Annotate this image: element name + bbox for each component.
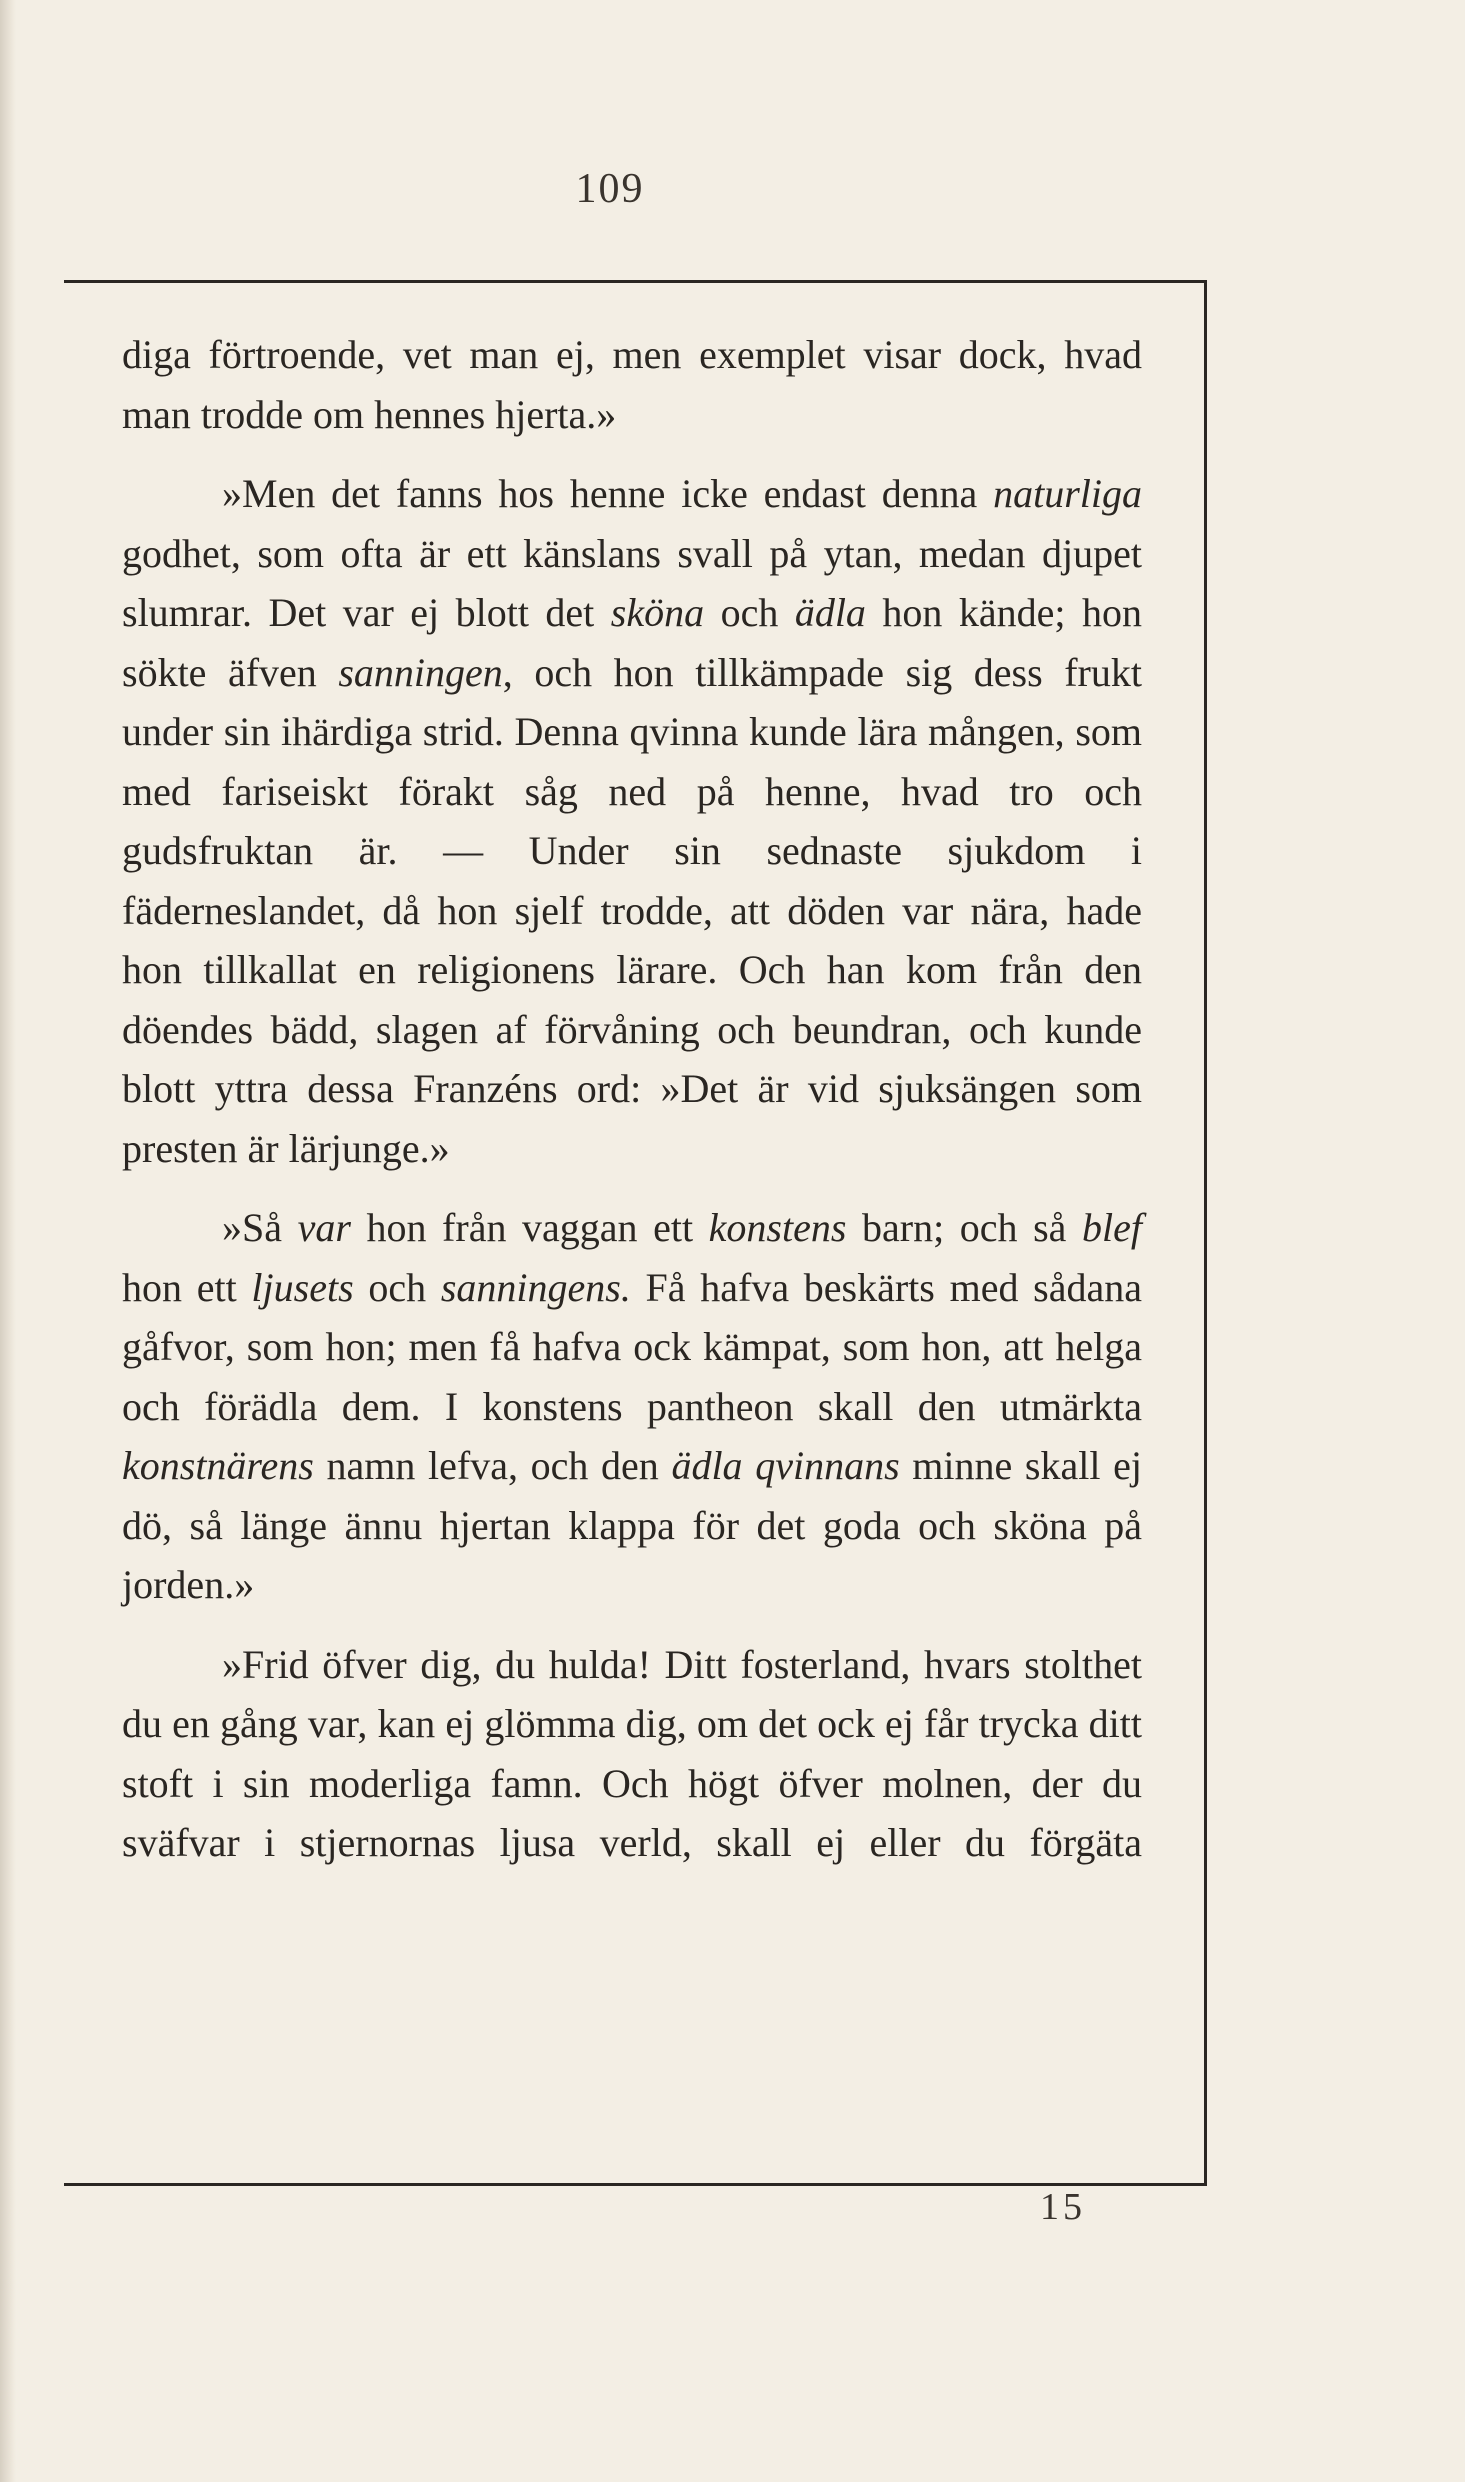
italic-text: ädla (794, 590, 866, 635)
italic-text: sköna (610, 590, 705, 635)
text-segment: namn lefva, och den (313, 1443, 672, 1488)
italic-text: naturliga (993, 471, 1142, 516)
text-segment: godhet, som ofta är ett känslans svall på ytan, medan djupet slumrar. Det var ej blott det (122, 530, 1142, 635)
text-segment: hon från vaggan ett (350, 1205, 709, 1250)
page-edge (0, 0, 16, 2482)
paragraph (122, 1635, 1142, 1873)
italic-text: konstens (708, 1205, 847, 1250)
text-segment: och (353, 1264, 441, 1310)
text-segment: »Men det fanns hos henne icke endast denna (222, 471, 994, 516)
italic-text: var (297, 1205, 351, 1250)
text-segment: hon kände; hon sökte äfven (122, 590, 1142, 695)
text-segment: »Så (222, 1205, 298, 1250)
paragraph (122, 464, 1142, 1178)
italic-text: ljusets (251, 1264, 354, 1310)
text-segment: hon ett (122, 1264, 252, 1310)
text-segment: Få hafva beskärts med sådana gåfvor, som hon; men få hafva ock kämpat, som hon, att helga och förädla dem. I konstens pantheon skall den utmärkta (122, 1264, 1142, 1429)
text-segment: barn; och så (846, 1205, 1083, 1250)
text-segment: , och hon tillkämpade sig dess frukt under sin ihärdiga strid. Denna qvinna kunde lära mången, som med fariseiskt förakt såg ned på henne, hvad tro och gudsfruktan är. — Under sin sednaste sjukdom i fäderneslandet, då hon sjelf trodde, att döden var nära, hade hon tillkallat en religionens lärare. Och han kom från den döendes bädd, slagen af förvåning och beundran, och kunde blott yttra dessa Franzéns ord: »Det är vid sjuksängen som presten är lärjunge.» (122, 649, 1142, 1171)
italic-text: sanningen (338, 649, 503, 695)
italic-text: blef (1082, 1205, 1142, 1250)
italic-text: konstnärens (122, 1443, 314, 1488)
text-segment: »Frid öfver dig, du hulda! Ditt fosterland, hvars stolthet du en gång var, kan ej glömma dig, om det ock ej får trycka ditt stoft i sin moderliga famn. Och högt öfver molnen, der du sväfvar i stjernornas ljusa verld, skall ej eller du förgäta (122, 1641, 1142, 1865)
text-segment: diga förtroende, vet man ej, men exemplet visar dock, hvad man trodde om hennes hjerta.» (122, 332, 1142, 437)
paragraph (122, 325, 1142, 444)
body-text (122, 325, 1142, 1873)
italic-text: ädla qvinnans (671, 1443, 900, 1488)
page-number: 109 (575, 166, 645, 212)
signature-mark: 15 (1040, 2186, 1086, 2228)
text-segment: och (704, 590, 795, 635)
text-segment: minne skall ej dö, så länge ännu hjertan klappa för det goda och sköna på jorden.» (122, 1443, 1142, 1607)
italic-text: sanningens. (440, 1264, 631, 1310)
paragraph (122, 1198, 1142, 1615)
